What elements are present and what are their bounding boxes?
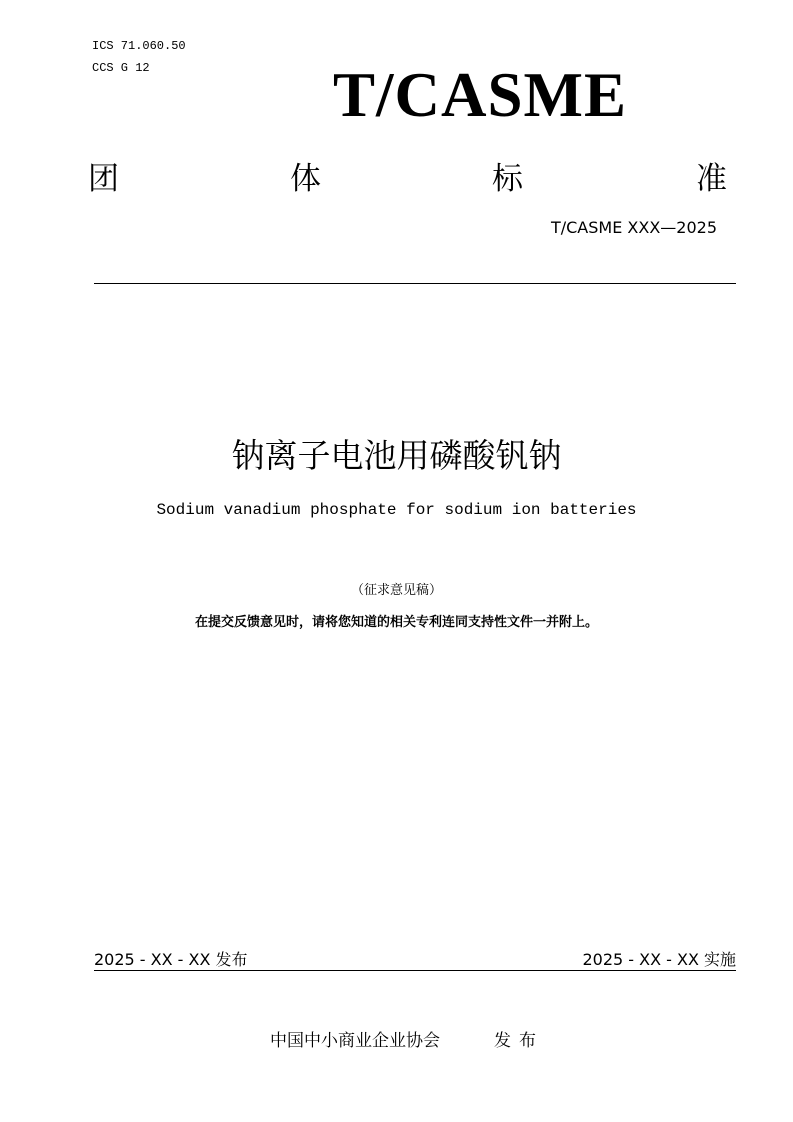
patent-notice: 在提交反馈意见时，请将您知道的相关专利连同支持性文件一并附上。 [194,615,598,630]
issue-label: 发布 [494,1031,544,1051]
type-char-3: 标 [492,161,523,197]
publish-date: 2025 - XX - XX 发布 [94,950,248,969]
standard-logo: T/CASME [333,60,628,130]
title-english: Sodium vanadium phosphate for sodium ion batteries [156,501,637,519]
type-char-2: 体 [290,161,321,197]
header-divider [94,283,736,284]
standard-code: T/CASME XXX—2025 [550,218,717,237]
ics-code: ICS 71.060.50 [92,39,186,53]
implement-date: 2025 - XX - XX 实施 [582,950,736,969]
type-char-1: 团 [88,161,119,197]
type-char-4: 准 [696,161,727,197]
issuing-organization: 中国中小商业企业协会 [270,1031,440,1051]
title-chinese: 钠离子电池用磷酸钒钠 [231,436,562,475]
footer-divider [94,970,736,971]
draft-label: （征求意见稿） [350,583,442,598]
ccs-code: CCS G 12 [92,61,150,75]
